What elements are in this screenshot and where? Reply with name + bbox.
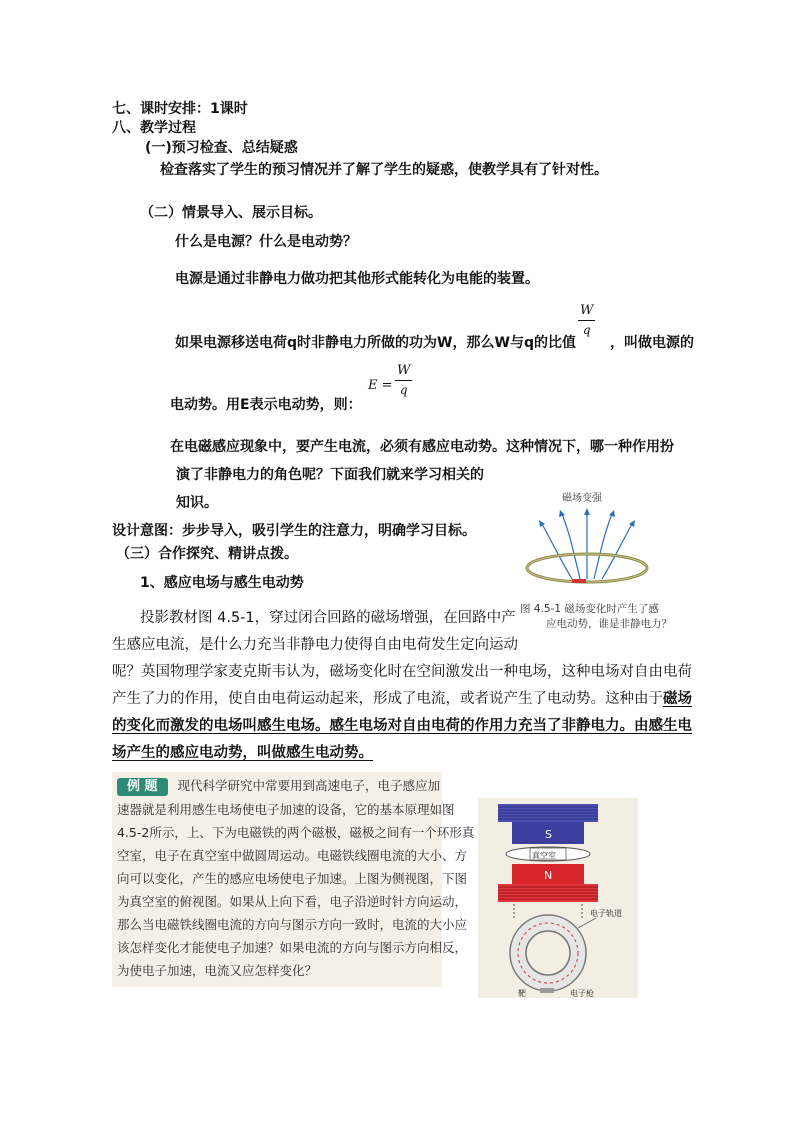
figure-magnetic-field-loop	[512, 484, 672, 634]
part3-title: （三）合作探究、精讲点拨。	[116, 546, 298, 562]
gun-label: 电子枪	[570, 989, 594, 998]
pole-n-label: N	[544, 869, 553, 882]
formula-bar	[395, 380, 412, 381]
target-label: 靶	[518, 989, 526, 998]
example-line-5: 向可以变化，产生的感应电场使电子加速。上图为侧视图，下图	[117, 871, 468, 886]
emf-text-b: 时非静电力所做的功为	[297, 335, 438, 351]
emf-q2: q	[523, 335, 534, 351]
figure-caption-line2: 应电动势，谁是非静电力？	[546, 618, 672, 630]
emf-text-a: 如果电源移送电荷	[175, 335, 287, 351]
subsection-title: 1、感应电场与感生电动势	[140, 575, 304, 591]
part2-title: （二）情景导入、展示目标。	[140, 205, 322, 221]
body-line-4-text: 产生了力的作用，使自由电荷运动起来，形成了电流，或者说产生了电动势。这种由于	[112, 691, 663, 707]
example-line-6: 为真空室的俯视图。如果从上向下看，电子沿逆时针方向运动，	[117, 894, 468, 909]
body-line-1: 投影教材图 4.5-1，穿过闭合回路的磁场增强，在回路中产	[140, 610, 516, 626]
example-line-4: 空室，电子在真空室中做圆周运动。电磁铁线圈电流的大小、方	[117, 848, 468, 863]
formula-denominator: q	[399, 383, 408, 397]
example-line-1	[117, 778, 440, 796]
emf-text-e: 的比值	[533, 335, 576, 351]
formula-numerator: W	[397, 363, 411, 378]
section-heading-process: 八、教学过程	[112, 120, 196, 136]
figure-caption-line1: 图 4.5-1 磁场变化时产生了感	[520, 603, 659, 615]
section-heading-schedule: 七、课时安排：1课时	[112, 101, 248, 117]
example-line-3: 4.5-2所示，上、下为电磁铁的两个磁极，磁极之间有一个环形真	[117, 825, 475, 840]
power-definition: 电源是通过非静电力做功把其他形式能转化为电能的装置。	[175, 271, 539, 287]
underlined-line-1: 的变化而激发的电场叫感生电场。感生电场对自由电荷的作用力充当了非静电力。由感生电	[112, 718, 692, 734]
example-line-7: 那么当电磁铁线圈电流的方向与图示方向一致时，电流的大小应	[117, 917, 468, 932]
magnetic-field-diagram	[512, 484, 662, 594]
formula-lhs: E =	[368, 378, 393, 393]
orbit-label: 电子轨道	[590, 909, 622, 918]
design-intent: 设计意图：步步导入，吸引学生的注意力，明确学习目标。	[112, 523, 476, 539]
body-line-4	[112, 690, 692, 709]
pole-s-label: S	[545, 828, 552, 841]
underlined-term: 磁场	[663, 691, 692, 707]
example-line-2: 速器就是利用感生电场使电子加速的设备，它的基本原理如图	[117, 802, 455, 817]
example-line-8: 该怎样变化才能使电子加速？如果电流的方向与图示方向相反，	[117, 940, 468, 955]
emf-text-c: ，那么	[452, 335, 495, 351]
vacuum-label: 真空室	[532, 851, 556, 860]
emf-text-d: 与	[509, 335, 524, 351]
ratio-numerator: W	[580, 303, 594, 318]
fraction-bar	[578, 320, 595, 321]
emf-sentence	[175, 334, 694, 352]
example-badge: 例 题	[117, 778, 168, 796]
example-line-1-text: 现代科学研究中常要用到高速电子，电子感应加	[177, 778, 441, 793]
ratio-fraction	[578, 304, 595, 337]
underlined-line-2: 场产生的感应电动势，叫做感生电动势。	[112, 745, 373, 761]
body-line-3: 呢？英国物理学家麦克斯韦认为，磁场变化时在空间激发出一种电场，这种电场对自由电荷	[112, 664, 692, 680]
induction-paragraph-1: 在电磁感应现象中，要产生电流，必须有感应电动势。这种情况下，哪一种作用扮	[170, 439, 674, 455]
induction-paragraph-2: 演了非静电力的角色呢？下面我们就来学习相关的	[176, 467, 484, 483]
body-line-2: 生感应电流，是什么力充当非静电力使得自由电荷发生定向运动	[112, 637, 518, 653]
emf-q: q	[287, 335, 298, 351]
induction-paragraph-3: 知识。	[176, 495, 218, 511]
part1-text: 检查落实了学生的预习情况并了解了学生的疑惑，使教学具有了针对性。	[160, 162, 608, 178]
figure-betatron	[478, 798, 638, 998]
emf-definition-line2: 电动势。用E表示电动势，则：	[170, 397, 362, 413]
question-text: 什么是电源？什么是电动势？	[175, 234, 357, 250]
emf-w2: W	[494, 335, 510, 351]
part1-title: (一)预习检查、总结疑惑	[145, 140, 298, 156]
field-label: 磁场变强	[562, 493, 602, 504]
emf-w: W	[437, 335, 453, 351]
example-line-9: 为使电子加速，电流又应怎样变化？	[117, 963, 318, 978]
ratio-denominator: q	[582, 323, 591, 337]
formula-fraction	[395, 364, 412, 397]
example-box	[112, 772, 475, 987]
betatron-diagram	[478, 798, 638, 998]
emf-text-f: ，叫做电源的	[609, 335, 694, 351]
